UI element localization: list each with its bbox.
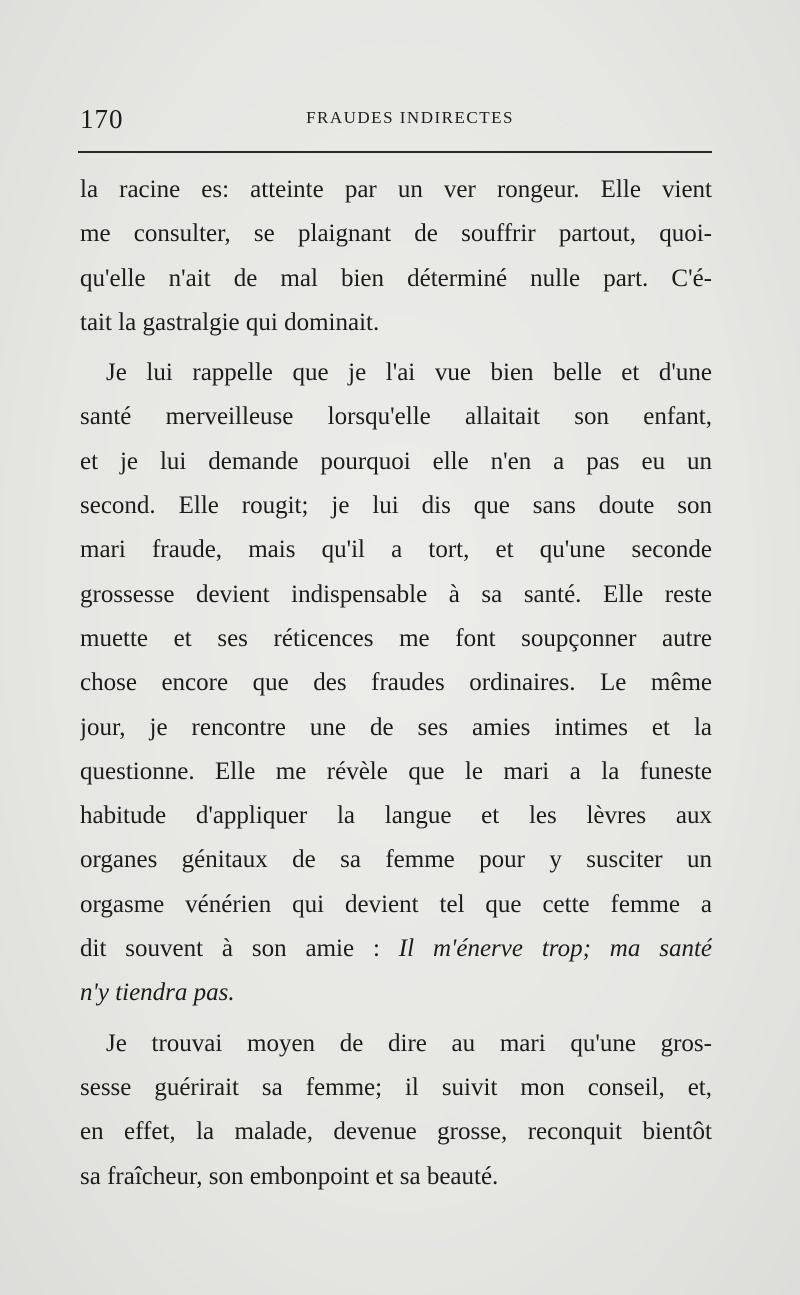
quote-prefix: dit souvent à son amie : [80,935,399,963]
text-line: Je lui rappelle que je l'ai vue bien belle et d'une [106,359,712,387]
quote-italic: Il m'énerve trop; ma santé [398,935,712,963]
text-line: questionne. Elle me révèle que le mari a la funeste [80,757,712,785]
text-line: me consulter, se plaignant de souffrir partout, quoi- [80,220,712,248]
body-text [80,168,712,1199]
quote-last-line: n'y tiendra pas. [80,979,235,1007]
header-rule [78,151,712,153]
page-header [80,100,710,140]
text-line: en effet, la malade, devenue grosse, reconquit bientôt [80,1118,712,1146]
text-line: la racine es: atteinte par un ver rongeur. Elle vient [80,176,712,203]
page-number: 170 [80,104,124,134]
text-line: grossesse devient indispensable à sa santé. Elle reste [80,580,712,608]
text-line: second. Elle rougit; je lui dis que sans doute son [80,492,712,520]
text-line: jour, je rencontre une de ses amies intimes et la [80,713,712,741]
text-line: muette et ses réticences me font soupçonner autre [80,624,712,652]
text-line: sesse guérirait sa femme; il suivit mon conseil, et, [80,1073,712,1101]
text-line: sa fraîcheur, son embonpoint et sa beauté. [80,1162,499,1190]
text-line: et je lui demande pourquoi elle n'en a pas eu un [80,447,712,475]
text-line: organes génitaux de sa femme pour y susciter un [80,846,712,874]
text-line: habitude d'appliquer la langue et les lèvres aux [80,802,712,830]
text-line: santé merveilleuse lorsqu'elle allaitait son enfant, [80,403,712,431]
text-line: Je trouvai moyen de dire au mari qu'une gros- [106,1029,712,1057]
running-title: FRAUDES INDIRECTES [306,108,514,127]
text-line: tait la gastralgie qui dominait. [80,308,380,336]
quote-line [80,927,712,971]
text-line: mari fraude, mais qu'il a tort, et qu'une seconde [80,536,712,564]
text-line: chose encore que des fraudes ordinaires. Le même [80,669,712,697]
text-line: orgasme vénérien qui devient tel que cette femme a [80,890,712,918]
text-line: qu'elle n'ait de mal bien déterminé nulle part. C'é- [80,264,712,292]
